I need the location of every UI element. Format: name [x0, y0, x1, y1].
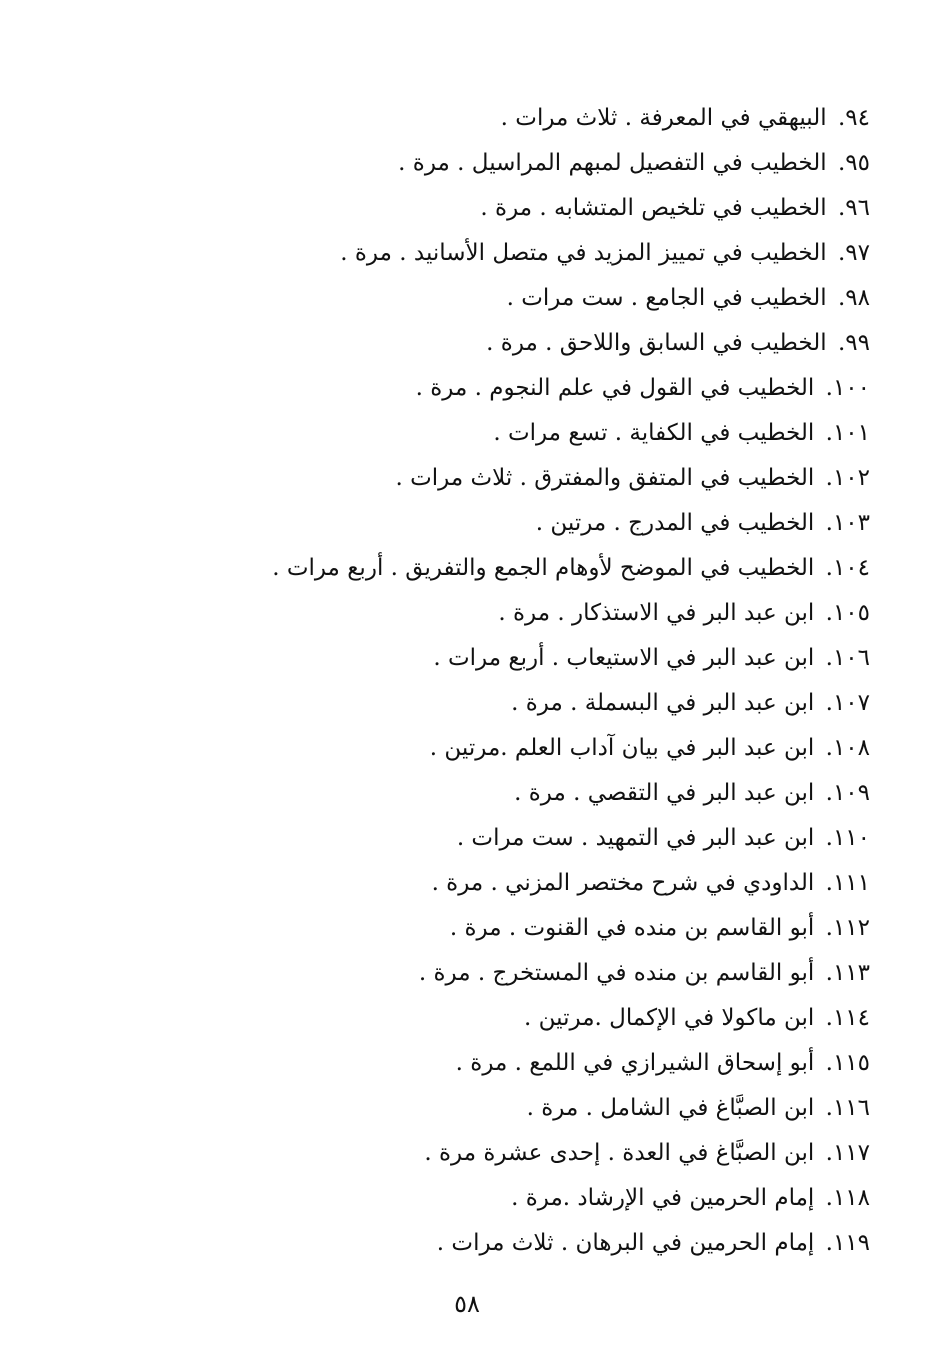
item-text: الخطيب في المدرج . مرتين .: [535, 510, 815, 536]
list-item: [250, 726, 870, 771]
item-text: الخطيب في القول في علم النجوم . مرة .: [415, 375, 815, 401]
item-number: ١١١.: [825, 870, 870, 896]
item-text: الخطيب في المتفق والمفترق . ثلاث مرات .: [395, 465, 815, 491]
item-text: أبو القاسم بن منده في القنوت . مرة .: [449, 915, 815, 941]
list-item: [250, 276, 870, 321]
item-text: الخطيب في الموضح لأوهام الجمع والتفريق . أربع مرات .: [272, 555, 815, 581]
reference-list: [250, 96, 870, 1266]
item-number: ١٠٣.: [825, 510, 870, 536]
item-number: ١٠٤.: [825, 555, 870, 581]
list-item: [250, 411, 870, 456]
list-item: [250, 636, 870, 681]
item-text: ابن عبد البر في البسملة . مرة .: [511, 690, 815, 716]
item-text: أبو إسحاق الشيرازي في اللمع . مرة .: [455, 1050, 815, 1076]
list-item: [250, 1041, 870, 1086]
item-text: إمام الحرمين في البرهان . ثلاث مرات .: [436, 1230, 815, 1256]
item-text: ابن عبد البر في الاستيعاب . أربع مرات .: [433, 645, 815, 671]
item-text: الخطيب في التفصيل لمبهم المراسيل . مرة .: [398, 150, 827, 176]
item-text: ابن عبد البر في التمهيد . ست مرات .: [456, 825, 815, 851]
list-item: [250, 951, 870, 996]
list-item: [250, 186, 870, 231]
item-number: ١٠٦.: [825, 645, 870, 671]
item-number: ١١٥.: [825, 1050, 870, 1076]
item-text: الخطيب في تلخيص المتشابه . مرة .: [480, 195, 827, 221]
item-text: ابن عبد البر في بيان آداب العلم .مرتين .: [429, 735, 815, 761]
item-number: ٩٦.: [837, 195, 870, 221]
list-item: [250, 96, 870, 141]
item-number: ١٠٢.: [825, 465, 870, 491]
item-number: ١٠٥.: [825, 600, 870, 626]
item-text: ابن عبد البر في الاستذكار . مرة .: [498, 600, 815, 626]
item-number: ٩٤.: [837, 105, 870, 131]
item-text: الخطيب في تمييز المزيد في متصل الأسانيد . مرة .: [340, 240, 827, 266]
list-item: [250, 861, 870, 906]
item-number: ٩٩.: [837, 330, 870, 356]
list-item: [250, 906, 870, 951]
item-text: البيهقي في المعرفة . ثلاث مرات .: [500, 105, 827, 131]
item-number: ١١٢.: [825, 915, 870, 941]
item-number: ٩٨.: [837, 285, 870, 311]
list-item: [250, 591, 870, 636]
list-item: [250, 1221, 870, 1266]
item-number: ١١٠.: [825, 825, 870, 851]
list-item: [250, 141, 870, 186]
item-number: ١١٤.: [825, 1005, 870, 1031]
item-text: إمام الحرمين في الإرشاد .مرة .: [511, 1185, 815, 1211]
item-number: ١١٦.: [825, 1095, 870, 1121]
item-text: ابن الصبَّاغ في الشامل . مرة .: [526, 1095, 815, 1121]
item-text: ابن ماكولا في الإكمال .مرتين .: [524, 1005, 815, 1031]
item-number: ٩٧.: [837, 240, 870, 266]
item-number: ١١٧.: [825, 1140, 870, 1166]
item-text: أبو القاسم بن منده في المستخرج . مرة .: [418, 960, 815, 986]
item-number: ١٠٧.: [825, 690, 870, 716]
item-text: الخطيب في السابق واللاحق . مرة .: [486, 330, 827, 356]
item-number: ١١٣.: [825, 960, 870, 986]
list-item: [250, 771, 870, 816]
item-text: الداودي في شرح مختصر المزني . مرة .: [431, 870, 815, 896]
page-number: ٥٨: [454, 1290, 480, 1318]
item-number: ١٠٨.: [825, 735, 870, 761]
list-item: [250, 231, 870, 276]
list-item: [250, 1086, 870, 1131]
list-item: [250, 816, 870, 861]
list-item: [250, 1176, 870, 1221]
item-text: الخطيب في الجامع . ست مرات .: [506, 285, 827, 311]
list-item: [250, 321, 870, 366]
item-number: ٩٥.: [837, 150, 870, 176]
item-text: ابن الصبَّاغ في العدة . إحدى عشرة مرة .: [424, 1140, 815, 1166]
list-item: [250, 366, 870, 411]
list-item: [250, 681, 870, 726]
list-item: [250, 546, 870, 591]
item-number: ١١٩.: [825, 1230, 870, 1256]
list-item: [250, 996, 870, 1041]
item-text: الخطيب في الكفاية . تسع مرات .: [493, 420, 815, 446]
list-item: [250, 501, 870, 546]
list-item: [250, 1131, 870, 1176]
item-number: ١٠٩.: [825, 780, 870, 806]
item-number: ١٠١.: [825, 420, 870, 446]
item-text: ابن عبد البر في التقصي . مرة .: [514, 780, 815, 806]
item-number: ١١٨.: [825, 1185, 870, 1211]
item-number: ١٠٠.: [825, 375, 870, 401]
list-item: [250, 456, 870, 501]
